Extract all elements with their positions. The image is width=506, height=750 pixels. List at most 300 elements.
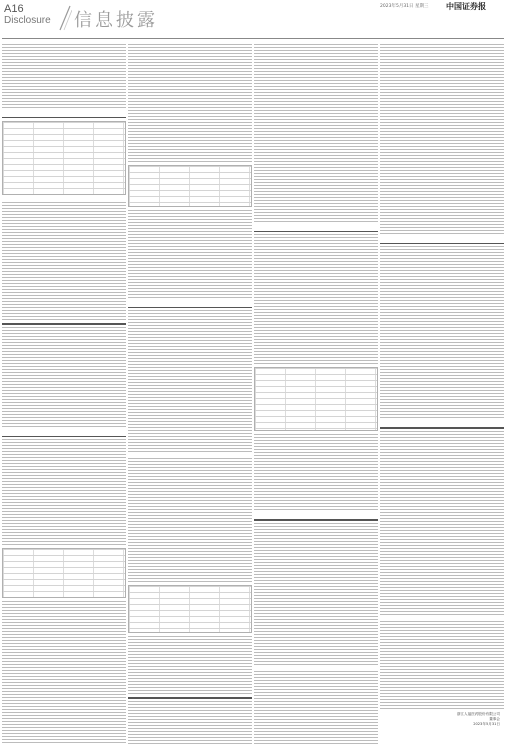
body-text-line	[128, 355, 252, 356]
body-text-line	[128, 95, 252, 96]
page-number: A16	[4, 3, 24, 15]
body-text-line	[380, 203, 504, 204]
body-text-line	[254, 598, 378, 599]
body-text-line	[380, 506, 504, 507]
body-text-line	[254, 194, 378, 195]
body-text-line	[2, 709, 126, 710]
body-text-line	[254, 541, 378, 542]
body-text-line	[2, 101, 126, 102]
body-text-line	[128, 337, 252, 338]
body-text-line	[128, 149, 252, 150]
body-text-line	[2, 508, 126, 509]
body-text-line	[2, 655, 126, 656]
body-text-line	[254, 149, 378, 150]
body-text-line	[128, 388, 252, 389]
body-text-line	[380, 318, 504, 319]
body-text-line	[128, 542, 252, 543]
body-text-line	[2, 423, 126, 424]
body-text-line	[254, 101, 378, 102]
body-text-line	[128, 161, 252, 162]
body-text-line	[128, 657, 252, 658]
body-text-line	[128, 252, 252, 253]
body-text-line	[2, 387, 126, 388]
body-text-line	[2, 499, 126, 500]
body-text-line	[128, 282, 252, 283]
body-text-line	[254, 455, 378, 456]
body-text-line	[128, 722, 252, 723]
body-text-line	[2, 271, 126, 272]
body-text-line	[2, 715, 126, 716]
body-text-line	[380, 548, 504, 549]
body-text-line	[380, 569, 504, 570]
body-text-line	[128, 578, 252, 579]
body-text-line	[380, 209, 504, 210]
body-text-line	[2, 363, 126, 364]
body-text-line	[128, 288, 252, 289]
body-text-line	[2, 420, 126, 421]
body-text-line	[2, 625, 126, 626]
body-text-line	[380, 89, 504, 90]
body-text-line	[380, 696, 504, 697]
body-text-line	[254, 134, 378, 135]
body-text-line	[2, 68, 126, 69]
body-text-line	[380, 59, 504, 60]
body-text-line	[254, 479, 378, 480]
body-text-line	[380, 336, 504, 337]
body-text-line	[254, 279, 378, 280]
body-text-line	[2, 95, 126, 96]
body-text-line	[254, 300, 378, 301]
data-table	[2, 121, 126, 195]
body-text-line	[380, 611, 504, 612]
body-text-line	[380, 261, 504, 262]
body-text-line	[380, 119, 504, 120]
body-text-line	[380, 155, 504, 156]
body-text-line	[380, 554, 504, 555]
body-text-line	[380, 224, 504, 225]
body-text-line	[128, 50, 252, 51]
body-text-line	[128, 376, 252, 377]
body-text-line	[380, 273, 504, 274]
body-text-line	[2, 739, 126, 740]
body-text-line	[380, 330, 504, 331]
body-text-line	[380, 200, 504, 201]
body-text-line	[380, 185, 504, 186]
body-text-line	[380, 297, 504, 298]
body-text-line	[254, 671, 378, 672]
body-text-line	[128, 713, 252, 714]
body-text-line	[2, 89, 126, 90]
body-text-line	[2, 646, 126, 647]
body-text-line	[2, 247, 126, 248]
body-text-line	[128, 113, 252, 114]
body-text-line	[254, 68, 378, 69]
body-text-line	[128, 71, 252, 72]
body-text-line	[128, 352, 252, 353]
body-text-line	[2, 649, 126, 650]
body-text-line	[2, 298, 126, 299]
body-text-line	[2, 229, 126, 230]
body-text-line	[380, 291, 504, 292]
signature-date: 2023年5月31日	[473, 722, 500, 726]
article-column-3	[254, 44, 378, 744]
body-text-line	[254, 500, 378, 501]
body-text-line	[380, 56, 504, 57]
body-text-line	[128, 119, 252, 120]
body-text-line	[380, 473, 504, 474]
body-text-line	[2, 640, 126, 641]
body-text-line	[128, 258, 252, 259]
body-text-line	[254, 677, 378, 678]
section-heading-line	[254, 231, 378, 232]
body-text-line	[2, 667, 126, 668]
body-text-line	[380, 690, 504, 691]
body-text-line	[380, 584, 504, 585]
body-text-line	[254, 485, 378, 486]
body-text-line	[2, 202, 126, 203]
body-text-line	[128, 639, 252, 640]
section-heading-line	[128, 307, 252, 308]
body-text-line	[128, 536, 252, 537]
body-text-line	[380, 333, 504, 334]
body-text-line	[380, 669, 504, 670]
body-text-line	[380, 405, 504, 406]
body-text-line	[380, 339, 504, 340]
body-text-line	[128, 334, 252, 335]
body-text-line	[128, 467, 252, 468]
body-text-line	[380, 74, 504, 75]
body-text-line	[2, 481, 126, 482]
body-text-line	[128, 403, 252, 404]
body-text-line	[2, 342, 126, 343]
body-text-line	[380, 408, 504, 409]
body-text-line	[128, 273, 252, 274]
body-text-line	[254, 725, 378, 726]
body-text-line	[380, 414, 504, 415]
body-text-line	[2, 478, 126, 479]
body-text-line	[254, 619, 378, 620]
body-text-line	[254, 443, 378, 444]
body-text-line	[2, 445, 126, 446]
body-text-line	[128, 701, 252, 702]
body-text-line	[380, 699, 504, 700]
body-text-line	[380, 107, 504, 108]
body-text-line	[254, 743, 378, 744]
body-text-line	[2, 622, 126, 623]
body-text-line	[2, 274, 126, 275]
body-text-line	[254, 553, 378, 554]
body-text-line	[254, 306, 378, 307]
body-text-line	[128, 243, 252, 244]
body-text-line	[254, 249, 378, 250]
body-text-line	[128, 122, 252, 123]
body-text-line	[2, 523, 126, 524]
body-text-line	[254, 707, 378, 708]
body-text-line	[2, 399, 126, 400]
body-text-line	[2, 451, 126, 452]
body-text-line	[254, 655, 378, 656]
body-text-line	[2, 351, 126, 352]
body-text-line	[380, 378, 504, 379]
body-text-line	[380, 566, 504, 567]
body-text-line	[380, 309, 504, 310]
body-text-line	[128, 249, 252, 250]
body-text-line	[254, 65, 378, 66]
body-text-line	[254, 122, 378, 123]
body-text-line	[254, 71, 378, 72]
body-text-line	[254, 658, 378, 659]
body-text-line	[2, 460, 126, 461]
body-text-line	[254, 577, 378, 578]
body-text-line	[2, 703, 126, 704]
board-name: 董事会	[489, 717, 500, 721]
body-text-line	[128, 294, 252, 295]
data-table	[254, 367, 378, 431]
body-text-line	[254, 452, 378, 453]
body-text-line	[254, 547, 378, 548]
body-text-line	[128, 234, 252, 235]
body-text-line	[128, 270, 252, 271]
body-text-line	[380, 437, 504, 438]
body-text-line	[254, 625, 378, 626]
body-text-line	[2, 411, 126, 412]
body-text-line	[128, 648, 252, 649]
body-text-line	[128, 92, 252, 93]
body-text-line	[254, 437, 378, 438]
body-text-line	[128, 228, 252, 229]
body-text-line	[380, 627, 504, 628]
body-text-line	[128, 451, 252, 452]
body-text-line	[254, 713, 378, 714]
body-text-line	[2, 402, 126, 403]
body-text-line	[380, 705, 504, 706]
body-text-line	[2, 414, 126, 415]
body-text-line	[254, 203, 378, 204]
body-text-line	[2, 348, 126, 349]
body-text-line	[254, 116, 378, 117]
body-text-line	[128, 488, 252, 489]
body-text-line	[380, 642, 504, 643]
body-text-line	[380, 227, 504, 228]
body-text-line	[254, 634, 378, 635]
body-text-line	[380, 315, 504, 316]
body-text-line	[380, 303, 504, 304]
body-text-line	[128, 219, 252, 220]
body-text-line	[254, 237, 378, 238]
body-text-line	[128, 370, 252, 371]
body-text-line	[254, 470, 378, 471]
body-text-line	[128, 681, 252, 682]
body-text-line	[380, 533, 504, 534]
body-text-line	[128, 491, 252, 492]
body-text-line	[380, 188, 504, 189]
body-text-line	[2, 304, 126, 305]
body-text-line	[254, 488, 378, 489]
body-text-line	[380, 258, 504, 259]
body-text-line	[128, 470, 252, 471]
body-text-line	[380, 581, 504, 582]
body-text-line	[2, 472, 126, 473]
body-text-line	[2, 463, 126, 464]
section-heading-line	[2, 117, 126, 118]
body-text-line	[2, 511, 126, 512]
body-text-line	[380, 470, 504, 471]
body-text-line	[128, 310, 252, 311]
body-text-line	[380, 684, 504, 685]
body-text-line	[380, 675, 504, 676]
body-text-line	[254, 173, 378, 174]
body-text-line	[380, 557, 504, 558]
body-text-line	[254, 140, 378, 141]
body-text-line	[380, 116, 504, 117]
body-text-line	[380, 327, 504, 328]
body-text-line	[380, 593, 504, 594]
body-text-line	[2, 375, 126, 376]
body-text-line	[128, 158, 252, 159]
body-text-line	[2, 208, 126, 209]
body-text-line	[128, 397, 252, 398]
body-text-line	[2, 439, 126, 440]
body-text-line	[128, 527, 252, 528]
body-text-line	[128, 560, 252, 561]
body-text-line	[128, 140, 252, 141]
body-text-line	[2, 604, 126, 605]
body-text-line	[254, 446, 378, 447]
body-text-line	[380, 164, 504, 165]
body-text-line	[380, 578, 504, 579]
body-text-line	[128, 74, 252, 75]
body-text-line	[380, 488, 504, 489]
body-text-line	[254, 125, 378, 126]
body-text-line	[254, 538, 378, 539]
body-text-line	[254, 59, 378, 60]
body-text-line	[2, 610, 126, 611]
body-text-line	[128, 563, 252, 564]
body-text-line	[380, 657, 504, 658]
body-text-line	[128, 80, 252, 81]
body-text-line	[380, 482, 504, 483]
body-text-line	[254, 315, 378, 316]
body-text-line	[2, 631, 126, 632]
body-text-line	[380, 306, 504, 307]
body-text-line	[128, 385, 252, 386]
body-text-line	[2, 670, 126, 671]
body-text-line	[380, 494, 504, 495]
body-text-line	[380, 530, 504, 531]
body-text-line	[380, 693, 504, 694]
body-text-line	[380, 512, 504, 513]
body-text-line	[2, 520, 126, 521]
body-text-line	[128, 479, 252, 480]
body-text-line	[2, 658, 126, 659]
body-text-line	[254, 167, 378, 168]
body-text-line	[254, 80, 378, 81]
body-text-line	[380, 497, 504, 498]
body-text-line	[2, 619, 126, 620]
body-text-line	[380, 176, 504, 177]
body-text-line	[128, 131, 252, 132]
body-text-line	[254, 333, 378, 334]
body-text-line	[254, 107, 378, 108]
body-text-line	[2, 330, 126, 331]
body-text-line	[254, 83, 378, 84]
body-text-line	[380, 218, 504, 219]
body-text-line	[128, 645, 252, 646]
body-text-line	[2, 316, 126, 317]
body-text-line	[254, 464, 378, 465]
body-text-line	[254, 74, 378, 75]
body-text-line	[380, 381, 504, 382]
body-text-line	[380, 110, 504, 111]
body-text-line	[254, 491, 378, 492]
body-text-line	[128, 237, 252, 238]
body-text-line	[380, 560, 504, 561]
body-text-line	[2, 661, 126, 662]
body-text-line	[128, 134, 252, 135]
body-text-line	[128, 222, 252, 223]
body-text-line	[254, 119, 378, 120]
body-text-line	[380, 372, 504, 373]
body-text-line	[2, 721, 126, 722]
body-text-line	[380, 434, 504, 435]
body-text-line	[128, 412, 252, 413]
body-text-line	[380, 360, 504, 361]
body-text-line	[380, 221, 504, 222]
body-text-line	[2, 283, 126, 284]
body-text-line	[128, 439, 252, 440]
body-text-line	[2, 232, 126, 233]
body-text-line	[2, 107, 126, 108]
body-text-line	[128, 367, 252, 368]
body-text-line	[2, 333, 126, 334]
body-text-line	[254, 158, 378, 159]
body-text-line	[2, 643, 126, 644]
body-text-line	[128, 322, 252, 323]
body-text-line	[254, 291, 378, 292]
body-text-line	[254, 363, 378, 364]
body-text-line	[254, 482, 378, 483]
body-text-line	[254, 152, 378, 153]
body-text-line	[254, 595, 378, 596]
body-text-line	[2, 47, 126, 48]
body-text-line	[2, 253, 126, 254]
body-text-line	[254, 661, 378, 662]
body-text-line	[128, 328, 252, 329]
signature-block	[382, 712, 500, 727]
body-text-line	[254, 604, 378, 605]
body-text-line	[380, 270, 504, 271]
body-text-line	[128, 557, 252, 558]
body-text-line	[128, 406, 252, 407]
body-text-line	[2, 354, 126, 355]
body-text-line	[254, 164, 378, 165]
body-text-line	[254, 345, 378, 346]
body-text-line	[380, 122, 504, 123]
body-text-line	[254, 449, 378, 450]
body-text-line	[254, 628, 378, 629]
body-text-line	[254, 297, 378, 298]
body-text-line	[128, 734, 252, 735]
body-text-line	[128, 44, 252, 45]
body-text-line	[2, 538, 126, 539]
body-text-line	[254, 571, 378, 572]
body-text-line	[2, 268, 126, 269]
body-text-line	[254, 113, 378, 114]
body-text-line	[380, 621, 504, 622]
body-text-line	[128, 740, 252, 741]
body-text-line	[128, 672, 252, 673]
body-text-line	[380, 92, 504, 93]
